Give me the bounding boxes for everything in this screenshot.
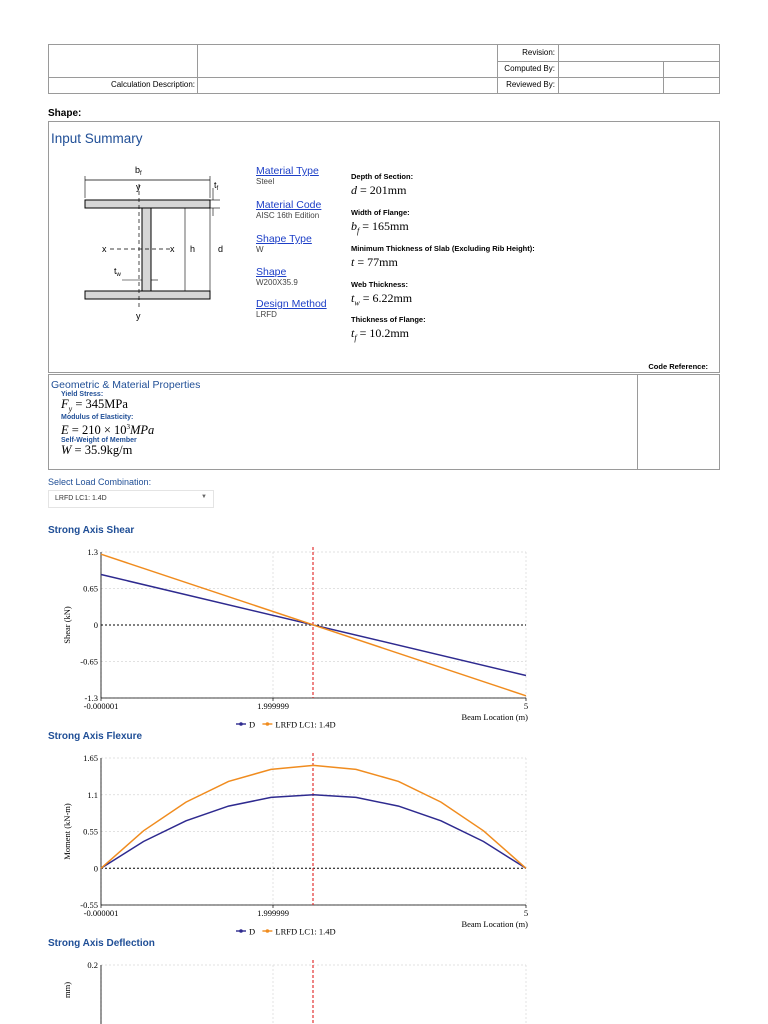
bf-label: $b_f$ bbox=[135, 165, 142, 177]
geom-modulus: Modulus of Elasticity: $E = 210 \times 10^3MPa$ bbox=[61, 414, 155, 438]
input-summary-title: Input Summary bbox=[51, 131, 143, 146]
legend-marker bbox=[266, 722, 270, 726]
revision-label: Revision: bbox=[522, 48, 555, 57]
legend-marker bbox=[239, 722, 243, 726]
legend-entry: D bbox=[249, 719, 256, 730]
y-tick-label: 1.65 bbox=[83, 753, 98, 763]
prop-value: $t_w = 6.22mm$ bbox=[351, 291, 413, 308]
prop-label: Thickness of Flange: bbox=[351, 315, 426, 324]
x-tick-label: 1.999999 bbox=[257, 908, 289, 918]
design-method-link[interactable]: Design Method bbox=[256, 298, 327, 310]
legend-entry: LRFD LC1: 1.4D bbox=[275, 926, 336, 937]
y-tick-label: 1.3 bbox=[87, 547, 98, 557]
load-combo-label: Select Load Combination: bbox=[48, 477, 152, 487]
chart-title-shear: Strong Axis Shear bbox=[48, 525, 135, 536]
y-bottom-label: y bbox=[136, 311, 141, 321]
shape-value: W200X35.9 bbox=[256, 278, 298, 287]
prop-value: $b_f = 165mm$ bbox=[351, 219, 409, 236]
y-tick-label: -0.55 bbox=[80, 900, 98, 910]
legend-entry: D bbox=[249, 926, 256, 937]
geom-title: Geometric & Material Properties bbox=[51, 379, 201, 391]
y-tick-label: 0 bbox=[93, 863, 98, 874]
geom-value: W = 35.9kg/m bbox=[61, 443, 133, 457]
x-axis-label: Beam Location (m) bbox=[461, 712, 528, 722]
material-type-value: Steel bbox=[256, 177, 275, 186]
prop-value: $t_f = 10.2mm$ bbox=[351, 326, 410, 343]
geom-self-weight: Self-Weight of Member W = 35.9kg/m bbox=[61, 437, 154, 460]
y-tick-label: -0.65 bbox=[80, 656, 98, 667]
geom-value: $E = 210 \times 10^3MPa$ bbox=[61, 423, 155, 438]
y-tick-label: 0.65 bbox=[83, 583, 98, 594]
y-axis-label: Shear (kN) bbox=[62, 606, 72, 644]
material-code-link[interactable]: Material Code bbox=[256, 199, 322, 211]
shape-type-value: W bbox=[256, 245, 264, 254]
x-left-label: x bbox=[102, 244, 107, 254]
y-tick-label: 0.2 bbox=[87, 960, 98, 970]
x-tick-label: -0.000001 bbox=[83, 701, 119, 711]
chart-title-flexure: Strong Axis Flexure bbox=[48, 731, 143, 742]
d-label: d bbox=[218, 244, 224, 254]
computed-by-label: Computed By: bbox=[504, 64, 555, 73]
x-tick-label: 5 bbox=[523, 701, 529, 711]
y-tick-label: 1.1 bbox=[87, 789, 98, 800]
material-code-value: AISC 16th Edition bbox=[256, 211, 320, 220]
x-tick-label: 1.999999 bbox=[257, 701, 289, 711]
y-tick-label: 0 bbox=[93, 620, 98, 630]
reviewed-by-label: Reviewed By: bbox=[506, 80, 555, 89]
prop-label: Depth of Section: bbox=[351, 172, 414, 181]
legend-marker bbox=[266, 929, 270, 933]
chart-title-deflection: Strong Axis Deflection bbox=[48, 938, 155, 949]
geom-value: $F_y = 345MPa$ bbox=[61, 397, 128, 414]
shape-label: Shape: bbox=[48, 108, 82, 119]
prop-label: Minimum Thickness of Slab (Excluding Rib Height): bbox=[351, 244, 535, 253]
load-combo-value: LRFD LC1: 1.4D bbox=[55, 495, 107, 502]
tf-label: $t_f$ bbox=[214, 180, 219, 192]
calc-desc-label: Calculation Description: bbox=[110, 80, 195, 89]
y-axis-label: Moment (kN-m) bbox=[62, 803, 72, 860]
prop-label: Width of Flange: bbox=[351, 208, 410, 217]
y-tick-label: 0.55 bbox=[83, 826, 98, 837]
chevron-down-icon[interactable]: ▼ bbox=[201, 494, 207, 500]
design-method-value: LRFD bbox=[256, 310, 277, 319]
h-label: h bbox=[190, 244, 196, 254]
x-axis-label: Beam Location (m) bbox=[461, 919, 528, 929]
shape-type-link[interactable]: Shape Type bbox=[256, 233, 312, 245]
prop-value: d = 201mm bbox=[351, 183, 407, 197]
x-right-label: x bbox=[170, 244, 175, 254]
legend-entry: LRFD LC1: 1.4D bbox=[275, 719, 336, 730]
legend-marker bbox=[239, 929, 243, 933]
code-reference-label: Code Reference: bbox=[648, 362, 708, 371]
y-tick-label: -1.3 bbox=[84, 693, 98, 703]
geom-yield: Yield Stress: $F_y = 345MPa$ bbox=[61, 391, 154, 414]
y-axis-label: mm) bbox=[62, 981, 72, 999]
prop-value: t = 77mm bbox=[351, 255, 398, 269]
material-type-link[interactable]: Material Type bbox=[256, 165, 319, 177]
y-top-label: y bbox=[136, 182, 141, 192]
tw-label: $t_w$ bbox=[114, 266, 121, 278]
x-tick-label: 5 bbox=[523, 908, 529, 918]
shape-link[interactable]: Shape bbox=[256, 266, 287, 278]
x-tick-label: -0.000001 bbox=[83, 908, 119, 918]
prop-label: Web Thickness: bbox=[351, 280, 408, 289]
